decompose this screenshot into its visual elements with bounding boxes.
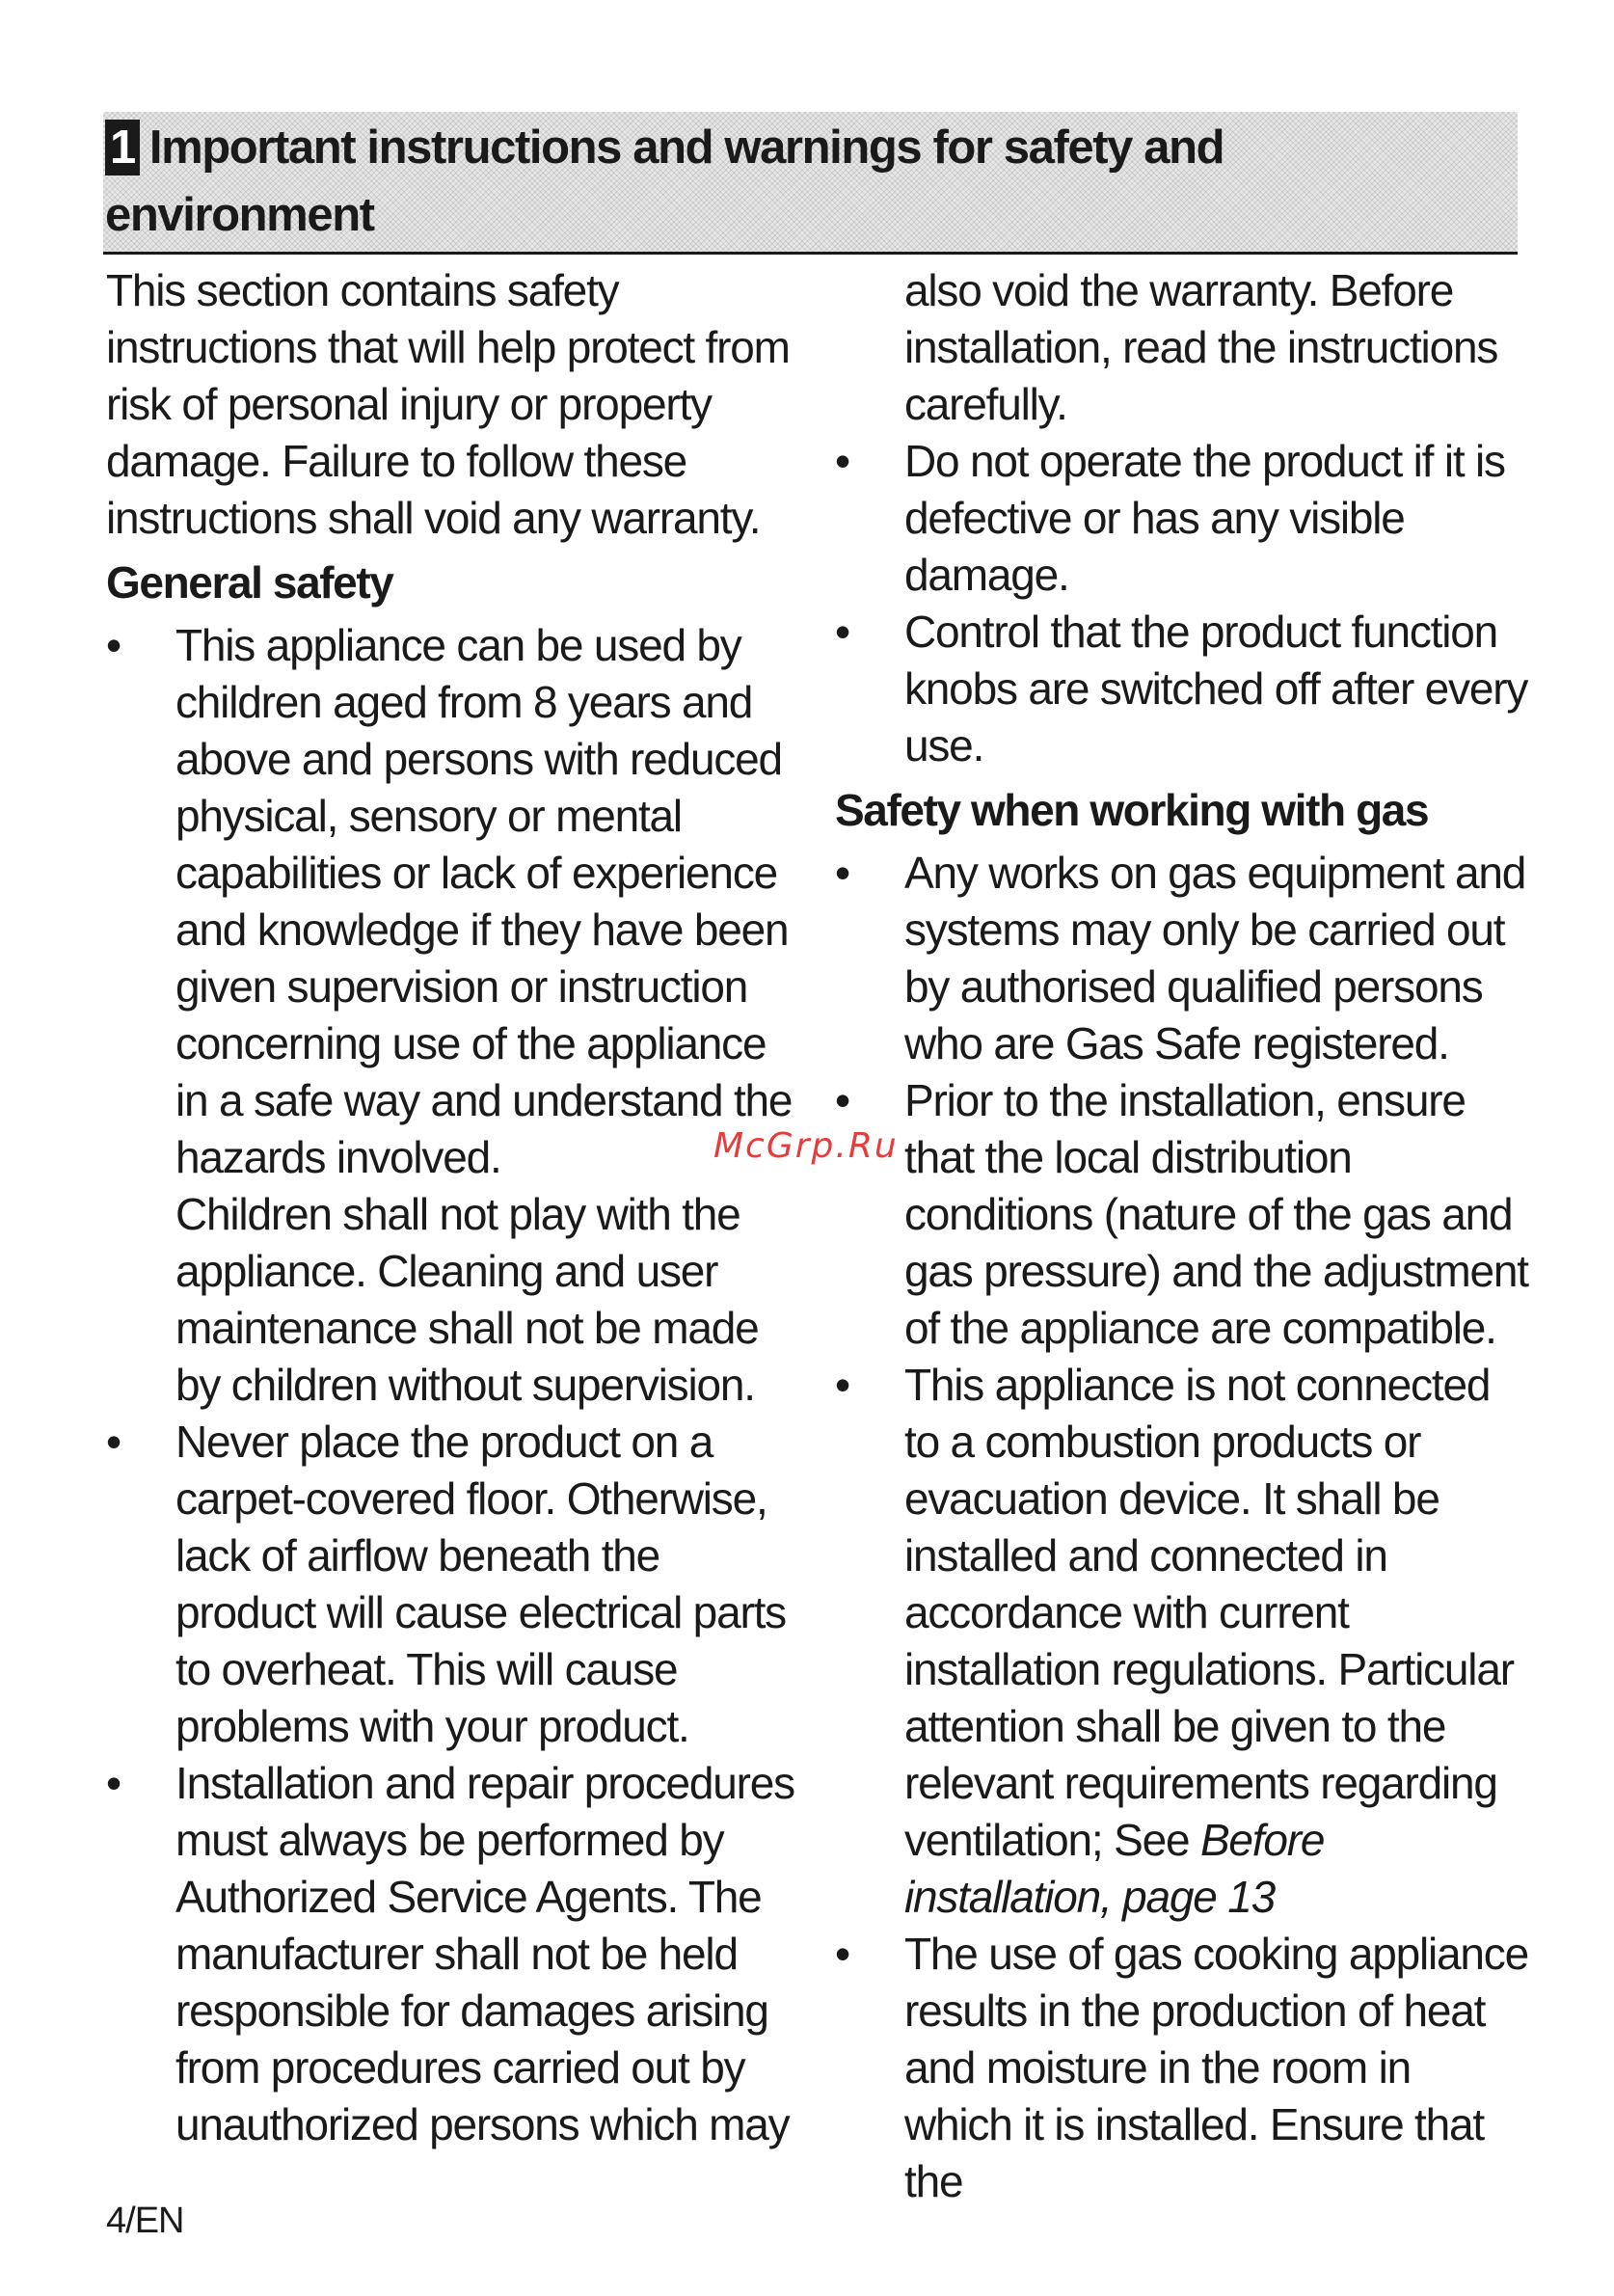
list-item [835,1926,1529,2210]
list-item-text: Control that the product function knobs are switched off after every use. [904,607,1528,770]
intro-paragraph: This section contains safety instructions that will help protect from risk of personal injury or property damage. Failure to follow these instructions shall void any warranty. [106,265,790,543]
section-title [105,114,1358,249]
list-item [835,604,1529,774]
gas-safety-list [835,845,1529,2210]
watermark: McGrp.Ru [713,1126,899,1166]
page-number: 4/EN [106,2201,184,2241]
list-item [106,1755,800,2153]
cross-reference-link[interactable]: Before installation, page 13 [904,1815,1325,1922]
list-item [106,617,800,1414]
list-item [835,433,1529,604]
list-item [835,845,1529,1072]
general-safety-list [106,617,800,2153]
list-item-text: This appliance can be used by children aged from 8 years and above and persons with reduced physical, sensory or mental capabilities or lack of experience and knowledge if they have been given supervision or instruction concerning use of the appliance in a safe way and understand the hazards involved. [175,620,793,1182]
section-title-text: Important instructions and warnings for safety and environment [105,122,1224,241]
list-item-extra-text: Children shall not play with the appliance. Cleaning and user maintenance shall not be made by children without supervision. [175,1189,759,1410]
right-column [835,262,1529,2210]
list-item-text: Installation and repair procedures must always be performed by Authorized Service Agents. The manufacturer shall not be held responsible for damages arising from procedures carried out by unauthorized persons which may [175,1758,794,2149]
list-item [835,1357,1529,1926]
gas-safety-heading: Safety when working with gas [835,785,1429,835]
list-item-text: Never place the product on a carpet-covered floor. Otherwise, lack of airflow beneath the product will cause electrical parts to overheat. This will cause problems with your product. [175,1417,786,1751]
list-item-text: This appliance is not connected to a combustion products or evacuation device. It shall be installed and connected in accordance with current installation regulations. Particular attention shall be given to the relevant requirements regarding ventilation; See [904,1360,1514,1865]
list-item [835,1072,1529,1357]
list-item-text: Any works on gas equipment and systems may only be carried out by authorised qualified persons who are Gas Safe registered. [904,848,1526,1068]
list-item-text: Prior to the installation, ensure that the local distribution conditions (nature of the gas and gas pressure) and the adjustment of the appliance are compatible. [904,1075,1528,1353]
list-item-text: The use of gas cooking appliance results in the production of heat and moisture in the room in which it is installed. Ensure that the [904,1929,1528,2206]
list-item-text: Do not operate the product if it is defective or has any visible damage. [904,436,1505,600]
general-safety-list-continued [835,433,1529,774]
continuation-paragraph: also void the warranty. Before installation, read the instructions carefully. [904,265,1498,429]
general-safety-heading: General safety [106,557,393,608]
chapter-number-badge: 1 [105,120,140,176]
list-item [106,1414,800,1755]
left-column [106,262,800,2153]
